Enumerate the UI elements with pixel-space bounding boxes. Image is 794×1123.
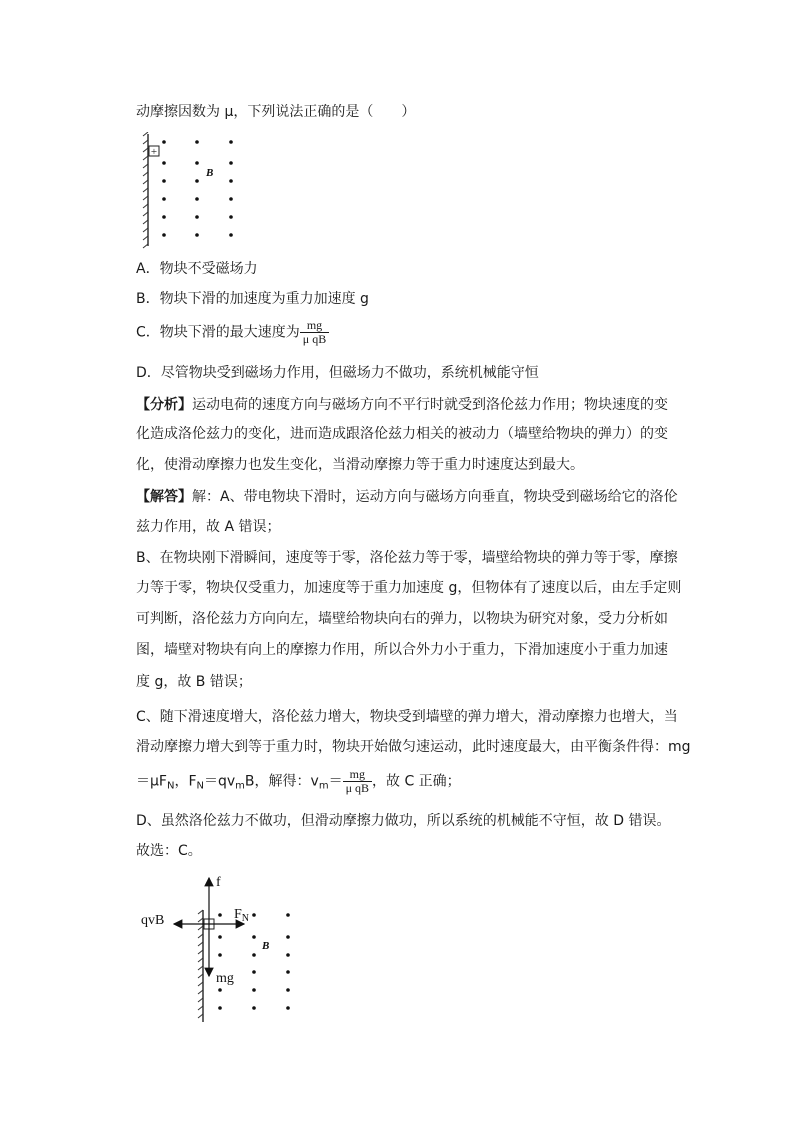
field-dots xyxy=(162,140,233,237)
eq-part-4: B，解得：v xyxy=(244,773,319,790)
charge-symbol: + xyxy=(150,146,158,158)
label-fn xyxy=(234,907,249,924)
eq-part-3: ＝qv xyxy=(204,773,236,790)
label-fn-main: F xyxy=(234,907,242,922)
option-d: D．尽管物块受到磁场力作用，但磁场力不做功，系统机械能守恒 xyxy=(136,365,539,381)
solution-denominator: μ qB xyxy=(345,781,369,795)
field-label-b: B xyxy=(262,940,270,952)
question-stem: 动摩擦因数为 μ，下列说法正确的是（ ） xyxy=(136,104,416,120)
label-mg: mg xyxy=(216,971,234,986)
solution-b-line-3: 可判断，洛伦兹力方向向左，墙壁给物块向右的弹力，以物块为研究对象，受力分析如 xyxy=(136,611,668,627)
option-c-denominator: μ qB xyxy=(302,332,327,346)
solution-b-line-2: 力等于零，物块仅受重力，加速度等于重力加速度 g，但物体有了速度以后，由左手定则 xyxy=(136,580,682,596)
solution-c-line-2: 滑动摩擦力增大到等于重力时，物块开始做匀速运动，此时速度最大，由平衡条件得：mg xyxy=(136,739,691,755)
field-dots xyxy=(218,913,290,1010)
solution-b-line-1: B、在物块刚下滑瞬间，速度等于零，洛伦兹力等于零，墙壁给物块的弹力等于零，摩擦 xyxy=(136,550,678,566)
analysis-text-1: 运动电荷的速度方向与磁场方向不平行时就受到洛伦兹力作用；物块速度的变 xyxy=(192,397,668,413)
analysis-line-3: 化，使滑动摩擦力也发生变化，当滑动摩擦力等于重力时速度达到最大。 xyxy=(136,457,584,473)
option-a: A．物块不受磁场力 xyxy=(136,261,258,277)
label-qvb: qvB xyxy=(141,913,165,928)
solution-b-line-4: 图，墙壁对物块有向上的摩擦力作用，所以合外力小于重力，下滑加速度小于重力加速 xyxy=(136,642,668,658)
solution-c-line-3 xyxy=(136,768,461,797)
label-fn-sub: N xyxy=(241,913,250,924)
eq-sub-4: m xyxy=(318,780,329,792)
analysis-tag: 【分析】 xyxy=(136,397,192,413)
option-c-numerator: mg xyxy=(300,319,329,333)
figure-force-diagram xyxy=(136,866,316,1026)
wall-hatching xyxy=(198,910,203,1022)
option-b: B．物块下滑的加速度为重力加速度 g xyxy=(136,291,369,307)
solution-tag: 【解答】 xyxy=(136,489,192,505)
solution-line-1 xyxy=(136,487,678,507)
eq-tail: ，故 C 正确； xyxy=(372,773,461,790)
eq-sub-2: N xyxy=(196,780,204,792)
solution-line-2: 兹力作用，故 A 错误； xyxy=(136,519,281,535)
eq-sub-3: m xyxy=(235,780,245,792)
solution-c-line-1: C、随下滑速度增大，洛伦兹力增大，物块受到墙壁的弹力增大，滑动摩擦力也增大，当 xyxy=(136,709,678,725)
field-label-b: B xyxy=(206,167,214,179)
solution-numerator: mg xyxy=(343,768,372,782)
eq-part-2: ，F xyxy=(174,773,197,790)
figure-wall-magnetic-field xyxy=(140,132,250,250)
solution-fraction xyxy=(343,768,372,795)
eq-sub-1: N xyxy=(166,780,175,792)
eq-part-5: ＝ xyxy=(328,773,343,790)
solution-text-1: 解：A、带电物块下滑时，运动方向与磁场方向垂直，物块受到磁场给它的洛伦 xyxy=(192,489,678,505)
label-f: f xyxy=(216,875,221,890)
analysis-line-1 xyxy=(136,395,668,415)
analysis-line-2: 化造成洛伦兹力的变化，进而造成跟洛伦兹力相关的被动力（墙壁给物块的弹力）的变 xyxy=(136,426,668,442)
option-c-fraction xyxy=(300,319,329,346)
wall-hatching xyxy=(143,132,148,248)
solution-b-line-5: 度 g，故 B 错误； xyxy=(136,674,252,690)
eq-part-1: ＝μF xyxy=(136,773,167,790)
solution-d-line: D、虽然洛伦兹力不做功，但滑动摩擦力做功，所以系统的机械能不守恒，故 D 错误。 xyxy=(136,813,671,829)
force-arrows xyxy=(174,878,244,976)
final-choice: 故选：C。 xyxy=(136,843,202,859)
option-c xyxy=(136,319,329,346)
option-c-text: C．物块下滑的最大速度为 xyxy=(136,324,300,341)
